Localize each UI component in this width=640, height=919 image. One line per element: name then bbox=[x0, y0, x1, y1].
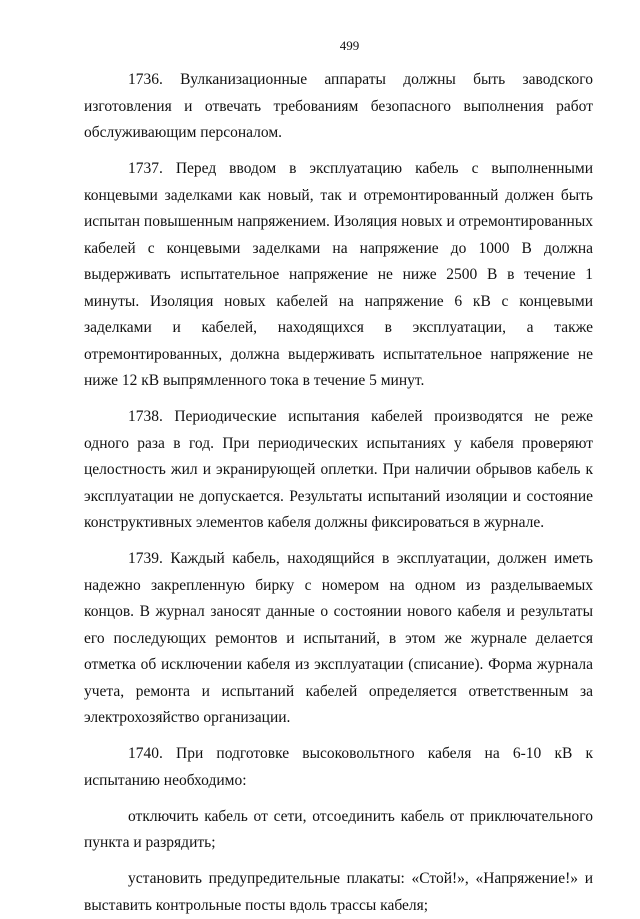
paragraph-1738: 1738. Периодические испытания кабелей производятся не реже одного раза в год. При периодических испытаниях у кабеля проверяют целостность жил и экранирующей оплетки. При наличии обрывов кабель к эксплуатации не допускается. Результаты испытаний изоляции и состояние конструктивных элементов кабеля должны фиксироваться в журнале. bbox=[84, 408, 593, 531]
paragraph-1737: 1737. Перед вводом в эксплуатацию кабель с выполненными концевыми заделками как новый, так и отремонтированный должен быть испытан повышенным напряжением. Изоляция новых и отремонтированных кабелей с концевыми заделками на напряжение до 1000 В должна выдерживать испытательное напряжение не ниже 2500 В в течение 1 минуты. Изоляция новых кабелей на напряжение 6 кВ с концевыми заделками и кабелей, находящихся в эксплуатации, а также отремонтированных, должна выдерживать испытательное напряжение не ниже 12 кВ выпрямленного тока в течение 5 минут. bbox=[84, 160, 593, 389]
list-item-warning-signs: установить предупредительные плакаты: «Стой!», «Напряжение!» и выставить контрольные посты вдоль трассы кабеля; bbox=[84, 870, 593, 914]
paragraph-1736: 1736. Вулканизационные аппараты должны быть заводского изготовления и отвечать требованиям безопасного выполнения работ обслуживающим персоналом. bbox=[84, 71, 593, 141]
paragraph-1740: 1740. При подготовке высоковольтного кабеля на 6-10 кВ к испытанию необходимо: bbox=[84, 745, 593, 789]
paragraph-1739: 1739. Каждый кабель, находящийся в эксплуатации, должен иметь надежно закрепленную бирку с номером на одном из разделываемых концов. В журнал заносят данные о состоянии нового кабеля и результаты его последующих ремонтов и испытаний, в этом же журнале делается отметка об исключении кабеля из эксплуатации (списание). Форма журнала учета, ремонта и испытаний кабелей определяется ответственным за электрохозяйство организации. bbox=[84, 550, 593, 726]
page-number: 499 bbox=[339, 38, 360, 53]
list-item-disconnect: отключить кабель от сети, отсоединить кабель от приключательного пункта и разрядить; bbox=[84, 807, 593, 851]
